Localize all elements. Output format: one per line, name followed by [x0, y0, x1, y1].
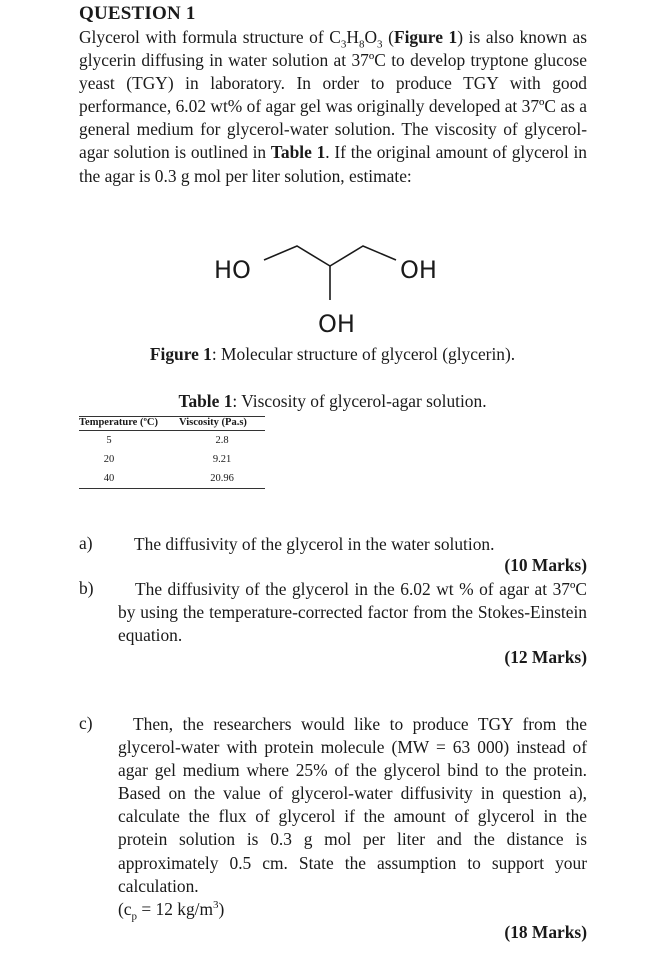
- table-row: 20 9.21: [103, 454, 232, 465]
- oh-bottom-label: OH: [318, 310, 355, 338]
- viscosity-header: Viscosity (Pa.s): [179, 417, 265, 431]
- figure-caption: Figure 1: Molecular structure of glycerol (glycerin).: [149, 344, 516, 364]
- carbon-chain-bonds: [264, 246, 396, 266]
- question-intro: Glycerol with formula structure of $C_3H_8O_3$ (Figure 1) is also known as glycerin diffusing in water solution at 37ºC to develop tryptone glucose yeast (TGY) in laboratory. In order to produce TGY with good performance, 6.02 wt% of agar gel was originally developed at 37ºC as a general medium for glycerol-water solution. The viscosity of glycerol-agar solution is outlined in Table 1. If the original amount of glycerol in the agar is 0.3 g mol per liter solution, estimate:: [79, 27, 588, 186]
- oh-right-label: OH: [400, 256, 437, 284]
- table-header-row: [79, 417, 265, 431]
- table-caption: Table 1: Viscosity of glycerol-agar solution.: [178, 391, 487, 411]
- part-a-label: a): [79, 533, 93, 553]
- part-b-text: The diffusivity of the glycerol in the 6.02 wt % of agar at 37ºC by using the temperature-corrected factor from the Stokes-Einstein equation.: [118, 579, 587, 646]
- temperature-header: Temperature (ºC): [79, 417, 179, 431]
- question-heading: QUESTION 1: [79, 3, 196, 24]
- part-b-marks: (12 Marks): [504, 647, 587, 667]
- glycerol-structure-diagram: [200, 232, 470, 342]
- ho-label: HO: [214, 256, 251, 284]
- part-c-label: c): [79, 713, 93, 733]
- part-c-text: Then, the researchers would like to produce TGY from the glycerol-water with protein molecule (MW = 63 000) instead of agar gel medium where 25% of the glycerol bind to the protein. Based on the value of glycerol-water diffusivity in question a), calculate the flux of glycerol if the amount of glycerol in the protein solution is 0.3 g mol per liter and the distance is approximately 0.5 cm. State the assumption to support your calculation.: [118, 714, 587, 896]
- part-a-text: The diffusivity of the glycerol in the water solution.: [134, 534, 495, 554]
- figure-reference: Figure 1: [393, 27, 458, 47]
- table-row: 5 2.8: [106, 435, 229, 446]
- heat-capacity-formula: ($c_p = 12$ $kg/m^3$): [118, 899, 225, 923]
- table-reference: Table 1: [270, 142, 326, 163]
- viscosity-table: [79, 416, 265, 489]
- part-a-marks: (10 Marks): [504, 555, 587, 575]
- part-c-marks: (18 Marks): [504, 922, 587, 942]
- table-row: 40 20.96: [79, 469, 265, 489]
- part-b-label: b): [79, 578, 94, 598]
